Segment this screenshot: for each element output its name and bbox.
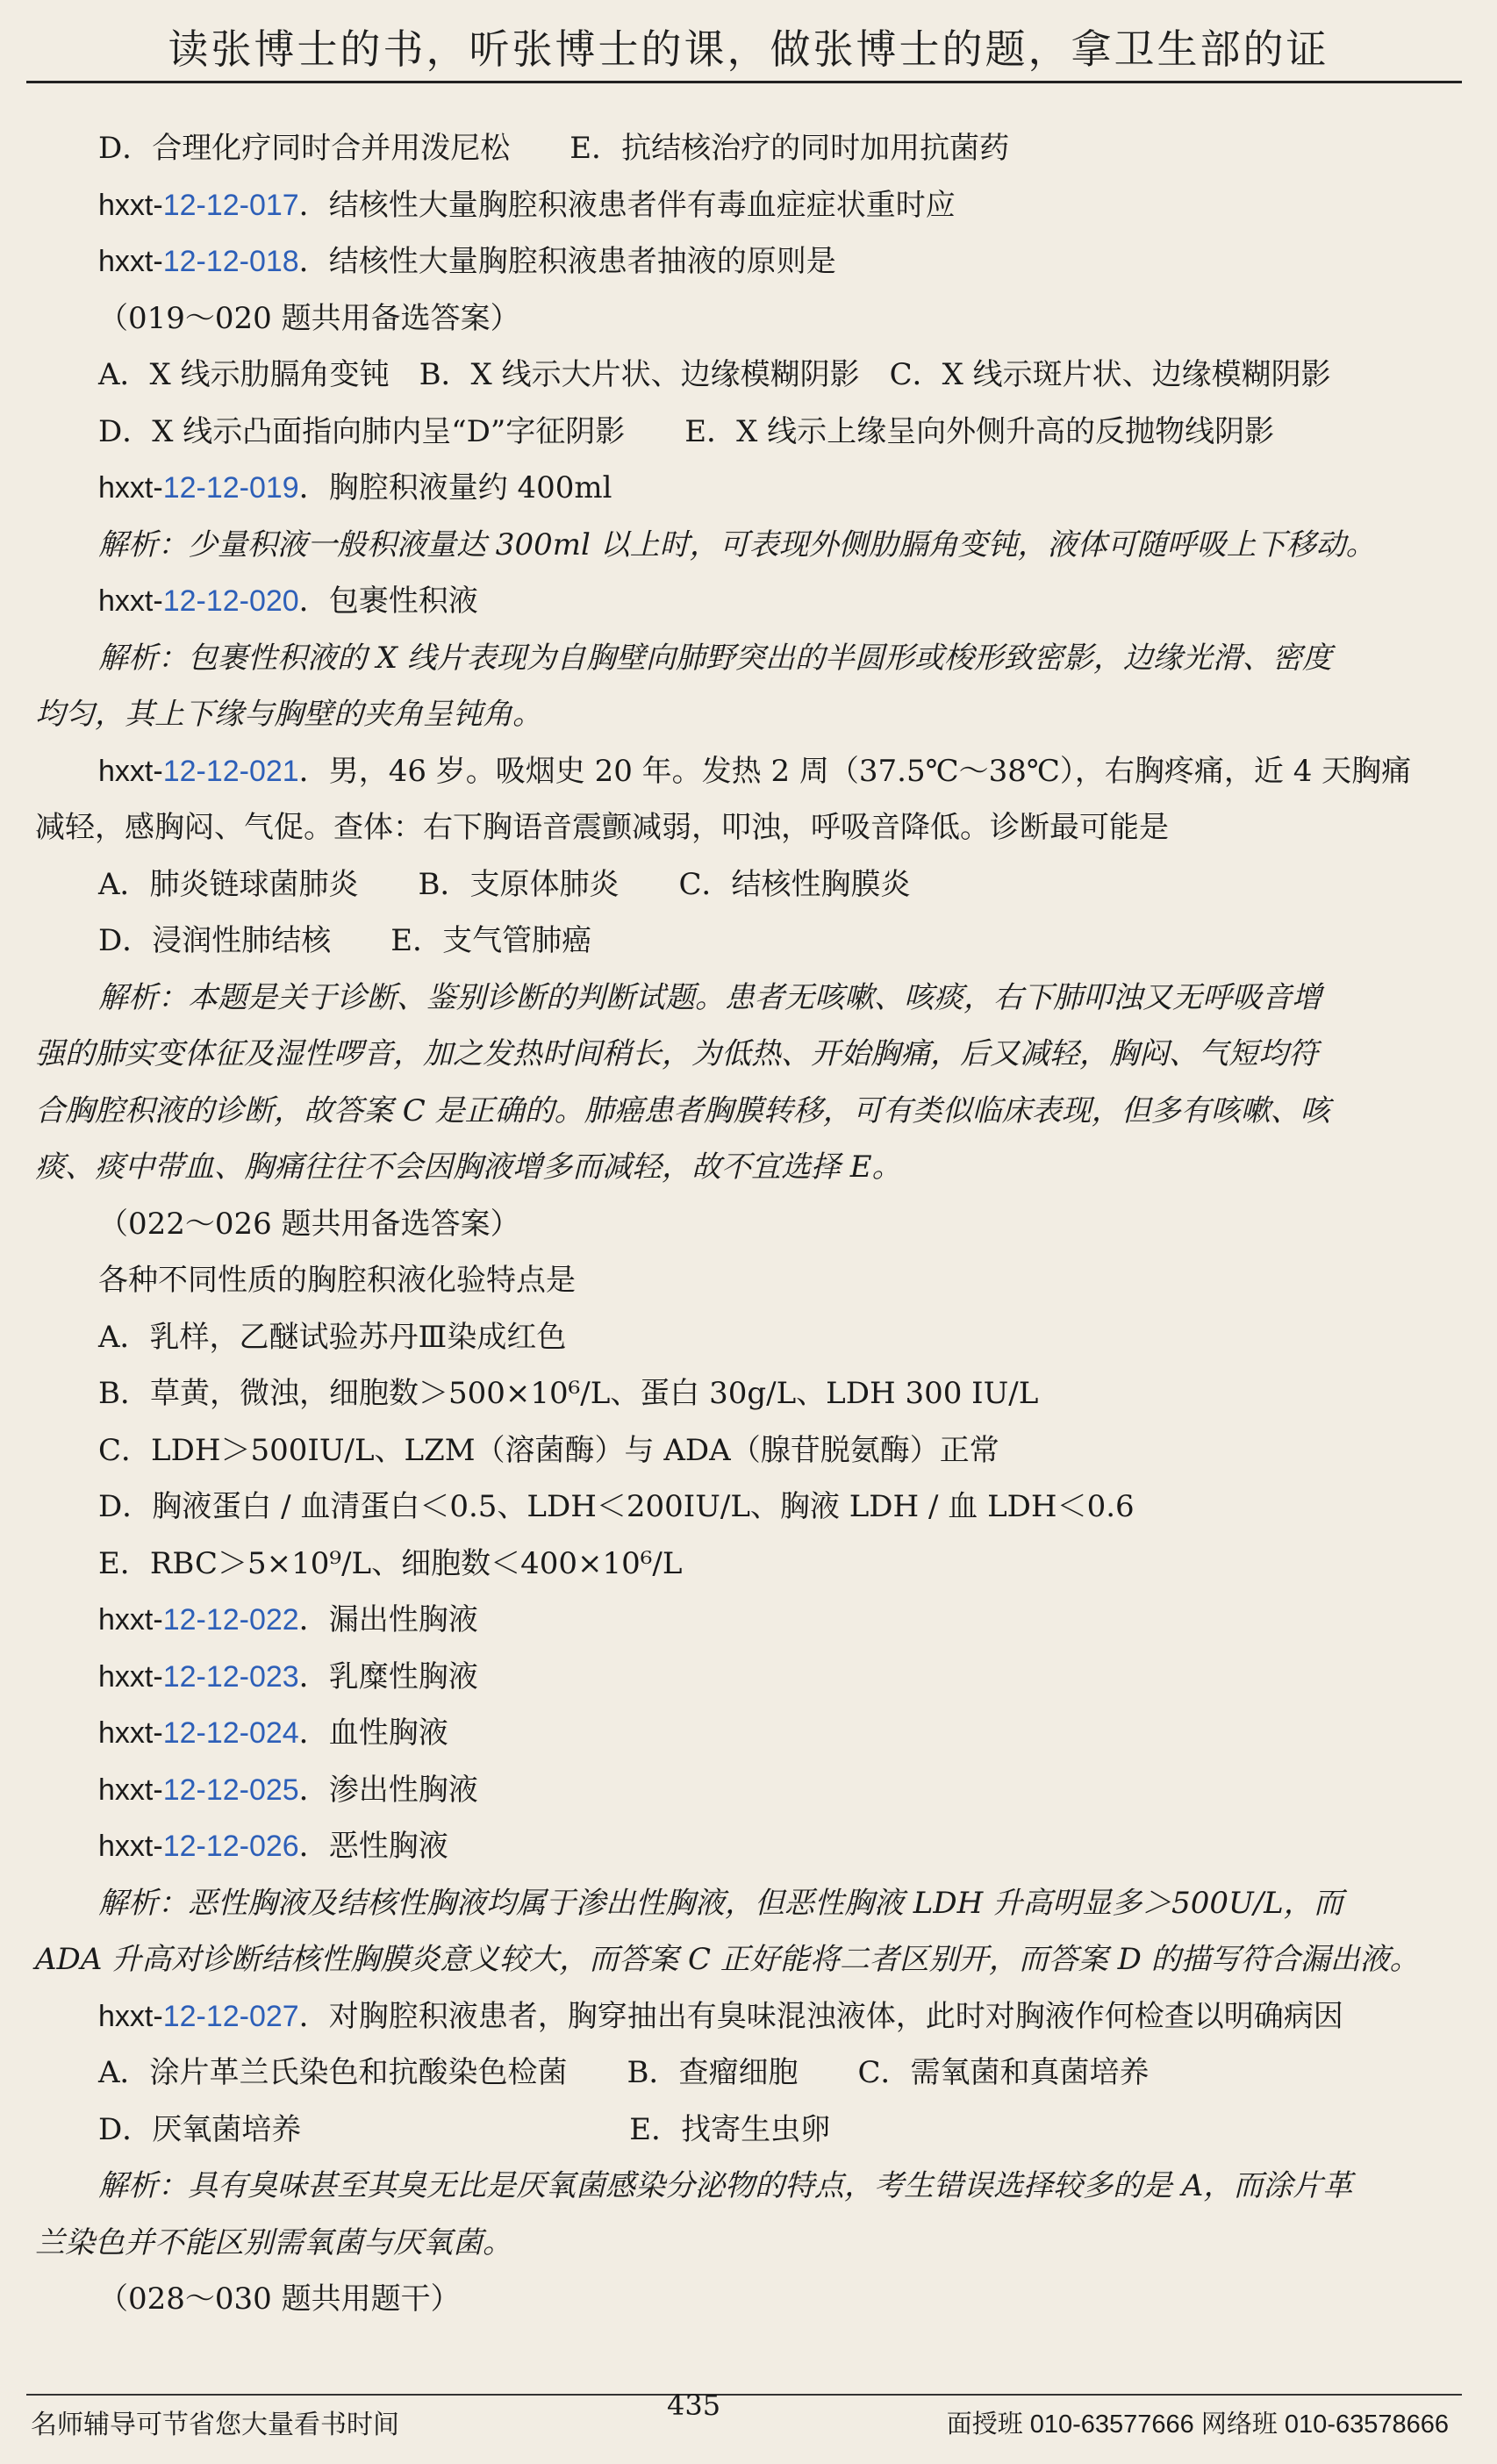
explanation-line: 兰染色并不能区别需氧菌与厌氧菌。 bbox=[35, 2224, 512, 2260]
group-heading: （019～020 题共用备选答案） bbox=[98, 300, 520, 336]
question-id-number: 12-12-021 bbox=[162, 754, 299, 788]
option-line: D．合理化疗同时合并用泼尼松 E．抗结核治疗的同时加用抗菌药 bbox=[98, 131, 1010, 166]
header-divider bbox=[26, 81, 1462, 83]
question-line bbox=[35, 1995, 1457, 2038]
question-line bbox=[35, 1656, 1457, 1698]
footer-contact: 面授班 010-63577666 网络班 010-63578666 bbox=[946, 2410, 1449, 2439]
question-content bbox=[35, 127, 1457, 2335]
question-id-prefix: hxxt- bbox=[98, 1773, 163, 1807]
question-line bbox=[35, 1769, 1457, 1811]
question-line bbox=[35, 1825, 1457, 1867]
option-line: C．LDH＞500IU/L、LZM（溶菌酶）与 ADA（腺苷脱氨酶）正常 bbox=[98, 1432, 999, 1468]
explanation-line: 解析：包裹性积液的 X 线片表现为自胸壁向肺野突出的半圆形或梭形致密影，边缘光滑、密度 bbox=[98, 640, 1332, 676]
footer-divider bbox=[26, 2394, 1462, 2396]
question-id-prefix: hxxt- bbox=[98, 245, 163, 278]
page-header: 读张博士的书，听张博士的课，做张博士的题，拿卫生部的证 bbox=[168, 25, 1329, 73]
question-text: ．恶性胸液 bbox=[298, 1829, 448, 1864]
question-line bbox=[35, 1712, 1457, 1754]
question-text: ．血性胸液 bbox=[298, 1715, 448, 1751]
stem-line: 各种不同性质的胸腔积液化验特点是 bbox=[98, 1263, 576, 1298]
question-id-number: 12-12-022 bbox=[162, 1603, 299, 1637]
option-line: D．浸润性肺结核 E．支气管肺癌 bbox=[98, 923, 592, 958]
question-id-number: 12-12-026 bbox=[162, 1830, 299, 1863]
question-text: ．渗出性胸液 bbox=[298, 1772, 478, 1808]
question-id-prefix: hxxt- bbox=[98, 584, 163, 618]
question-text: ．胸腔积液量约 400ml bbox=[298, 470, 612, 505]
question-text: ．包裹性积液 bbox=[298, 584, 478, 619]
question-id-prefix: hxxt- bbox=[98, 754, 163, 788]
option-line: A．乳样，乙醚试验苏丹Ⅲ染成红色 bbox=[98, 1319, 567, 1355]
question-text: ．乳糜性胸液 bbox=[298, 1658, 478, 1694]
option-line: D．胸液蛋白 / 血清蛋白＜0.5、LDH＜200IU/L、胸液 LDH / 血 LDH＜0.6 bbox=[98, 1489, 1135, 1524]
explanation-line: 均匀，其上下缘与胸壁的夹角呈钝角。 bbox=[35, 697, 542, 732]
question-line bbox=[35, 580, 1457, 622]
question-id-number: 12-12-024 bbox=[162, 1716, 299, 1750]
question-line: 减轻，感胸闷、气促。查体：右下胸语音震颤减弱，叩浊，呼吸音降低。诊断最可能是 bbox=[35, 810, 1169, 845]
footer-slogan: 名师辅导可节省您大量看书时间 bbox=[31, 2410, 399, 2440]
explanation-line: 合胸腔积液的诊断，故答案 C 是正确的。肺癌患者胸膜转移，可有类似临床表现，但多有咳嗽、咳 bbox=[35, 1092, 1330, 1128]
question-id-number: 12-12-017 bbox=[162, 188, 299, 222]
option-line: D．X 线示凸面指向肺内呈“D”字征阴影 E．X 线示上缘呈向外侧升高的反抛物线阴影 bbox=[98, 413, 1275, 449]
explanation-line: 痰、痰中带血、胸痛往往不会因胸液增多而减轻，故不宜选择 E。 bbox=[35, 1150, 902, 1185]
question-line bbox=[35, 750, 1457, 792]
question-line bbox=[35, 467, 1457, 509]
question-text: ．男，46 岁。吸烟史 20 年。发热 2 周（37.5℃～38℃），右胸疼痛，近 4 天胸痛 bbox=[298, 753, 1412, 789]
explanation-line: 解析：恶性胸液及结核性胸液均属于渗出性胸液，但恶性胸液 LDH 升高明显多＞500U/L，而 bbox=[98, 1885, 1343, 1921]
question-id-number: 12-12-018 bbox=[162, 245, 299, 278]
question-text: ．结核性大量胸腔积液患者伴有毒血症症状重时应 bbox=[298, 187, 956, 223]
question-id-number: 12-12-019 bbox=[162, 471, 299, 505]
question-line bbox=[35, 240, 1457, 283]
option-line: E．RBC＞5×10⁹/L、细胞数＜400×10⁶/L bbox=[98, 1545, 683, 1581]
question-line bbox=[35, 1599, 1457, 1641]
explanation-line: 解析：少量积液一般积液量达 300ml 以上时，可表现外侧肋膈角变钝，液体可随呼吸上下移动。 bbox=[98, 526, 1376, 562]
option-line: B．草黄，微浊，细胞数＞500×10⁶/L、蛋白 30g/L、LDH 300 IU/L bbox=[98, 1376, 1039, 1411]
option-line: D．厌氧菌培养 E．找寄生虫卵 bbox=[98, 2111, 831, 2147]
question-id-prefix: hxxt- bbox=[98, 188, 163, 222]
group-heading: （028～030 题共用题干） bbox=[98, 2281, 461, 2317]
question-text: ．漏出性胸液 bbox=[298, 1602, 478, 1637]
option-line: A．肺炎链球菌肺炎 B．支原体肺炎 C．结核性胸膜炎 bbox=[98, 866, 911, 902]
question-id-prefix: hxxt- bbox=[98, 1999, 163, 2033]
page-number: 435 bbox=[667, 2389, 721, 2422]
question-id-prefix: hxxt- bbox=[98, 1830, 163, 1863]
question-id-number: 12-12-020 bbox=[162, 584, 299, 618]
question-id-number: 12-12-025 bbox=[162, 1773, 299, 1807]
explanation-line: ADA 升高对诊断结核性胸膜炎意义较大，而答案 C 正好能将二者区别开，而答案 D 的描写符合漏出液。 bbox=[35, 1942, 1420, 1977]
question-id-number: 12-12-023 bbox=[162, 1659, 299, 1694]
question-id-prefix: hxxt- bbox=[98, 1716, 163, 1750]
explanation-line: 解析：本题是关于诊断、鉴别诊断的判断试题。患者无咳嗽、咳痰，右下肺叩浊又无呼吸音增 bbox=[98, 979, 1322, 1015]
question-text: ．结核性大量胸腔积液患者抽液的原则是 bbox=[298, 244, 836, 279]
question-id-prefix: hxxt- bbox=[98, 471, 163, 505]
question-id-prefix: hxxt- bbox=[98, 1603, 163, 1637]
option-line: A．涂片革兰氏染色和抗酸染色检菌 B．查瘤细胞 C．需氧菌和真菌培养 bbox=[98, 2055, 1150, 2090]
explanation-line: 强的肺实变体征及湿性啰音，加之发热时间稍长，为低热、开始胸痛，后又减轻，胸闷、气短均符 bbox=[35, 1036, 1318, 1071]
group-heading: （022～026 题共用备选答案） bbox=[98, 1206, 520, 1242]
question-line bbox=[35, 184, 1457, 226]
question-id-prefix: hxxt- bbox=[98, 1659, 163, 1694]
option-line: A．X 线示肋膈角变钝 B．X 线示大片状、边缘模糊阴影 C．X 线示斑片状、边缘模糊阴影 bbox=[98, 357, 1331, 392]
question-text: ．对胸腔积液患者，胸穿抽出有臭味混浊液体，此时对胸液作何检查以明确病因 bbox=[298, 1998, 1343, 2034]
question-id-number: 12-12-027 bbox=[162, 1999, 299, 2033]
explanation-line: 解析：具有臭味甚至其臭无比是厌氧菌感染分泌物的特点，考生错误选择较多的是 A，而涂片革 bbox=[98, 2168, 1353, 2203]
